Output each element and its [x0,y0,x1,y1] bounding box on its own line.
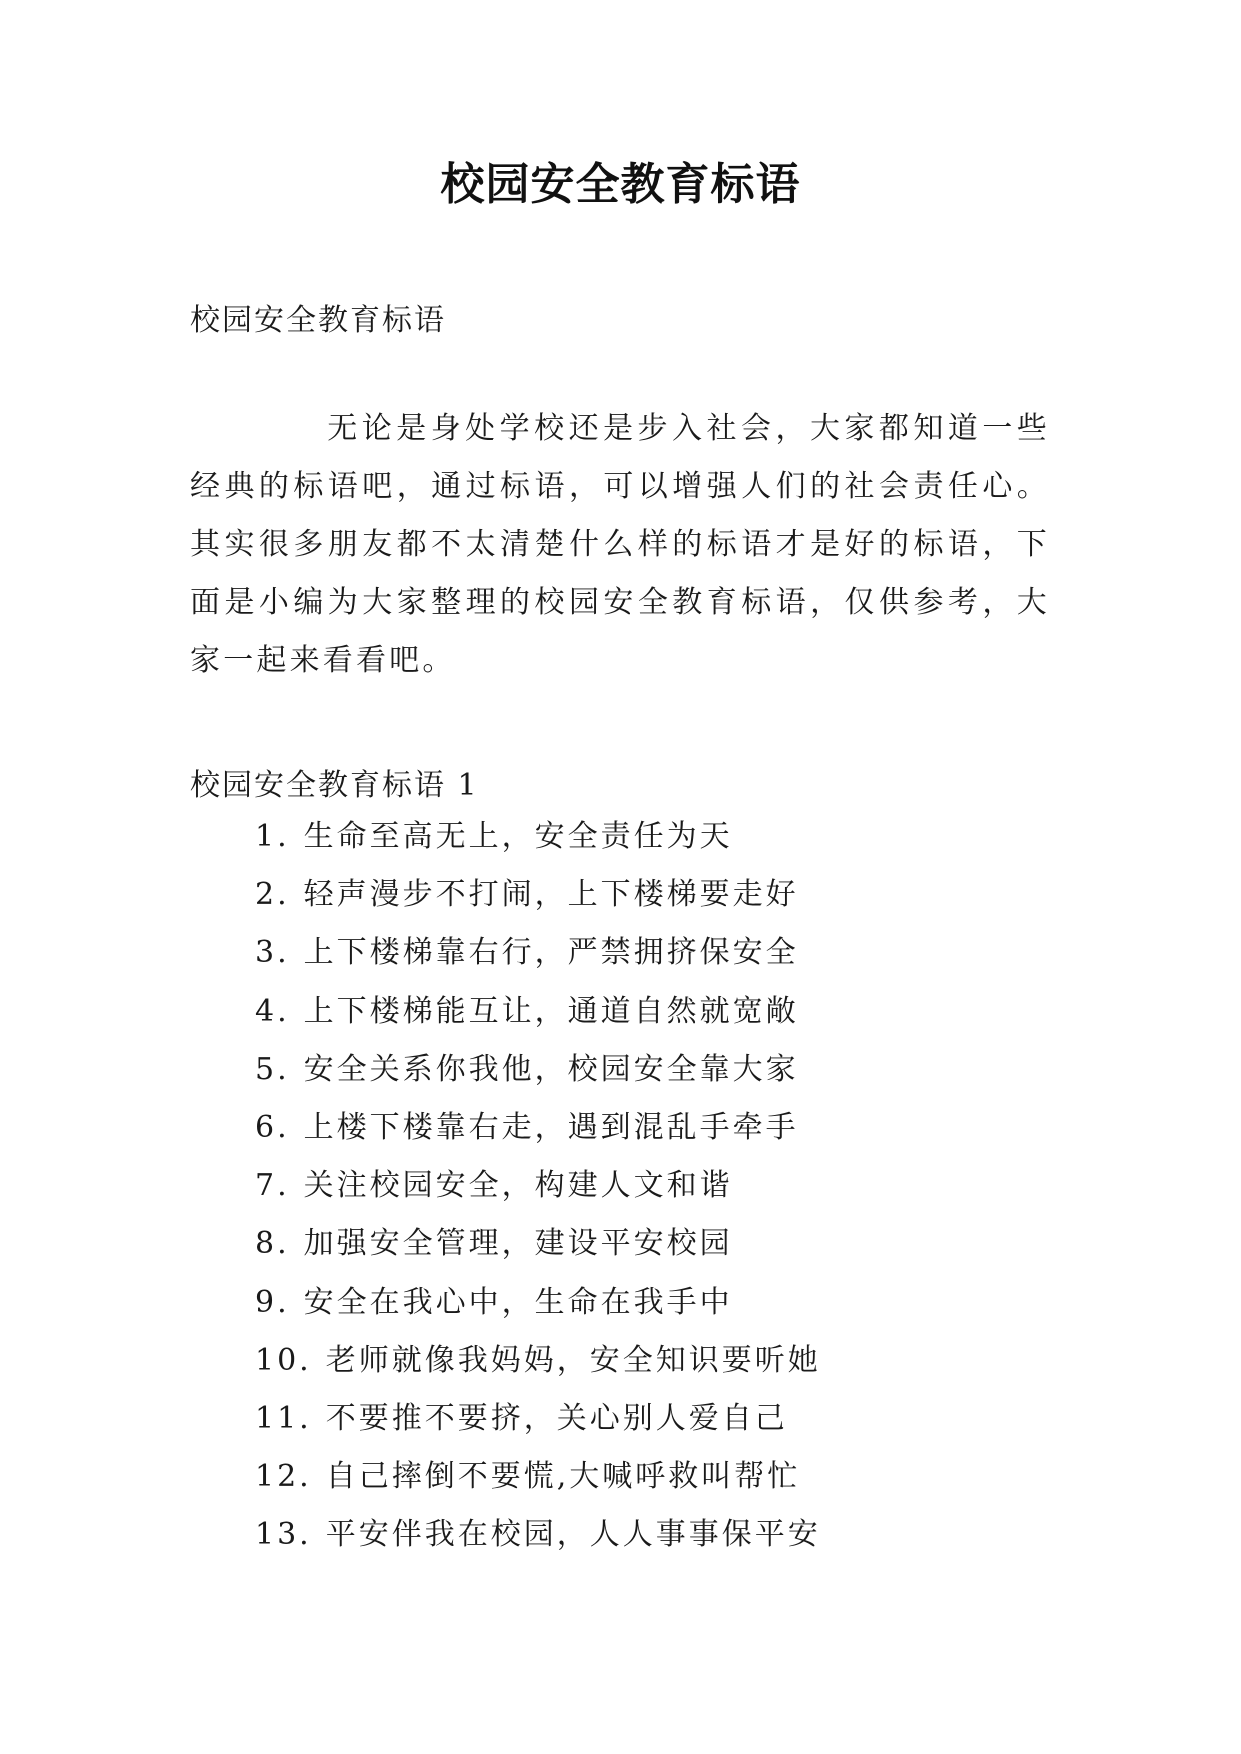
list-item-number: 13. [255,1517,312,1553]
list-item [255,1332,821,1390]
list-item [255,808,821,866]
list-item-number: 5. [255,1051,290,1087]
list-item [255,1448,821,1506]
intro-text: 无论是身处学校还是步入社会，大家都知道一些经典的标语吧，通过标语，可以增强人们的社会责任心。其实很多朋友都不太清楚什么样的标语才是好的标语，下面是小编为大家整理的校园安全教育标语，仅供参考，大家一起来看看吧。 [190,411,1050,678]
list-item [255,1390,821,1448]
slogan-list [255,808,821,1564]
list-item-number: 8. [255,1226,290,1262]
list-item-number: 4. [255,993,290,1029]
list-item-text: 上下楼梯靠右行，严禁拥挤保安全 [303,935,799,971]
list-item-text: 不要推不要挤，关心别人爱自己 [325,1400,788,1436]
list-item-text: 轻声漫步不打闹，上下楼梯要走好 [303,877,799,913]
list-item-text: 平安伴我在校园，人人事事保平安 [325,1517,821,1553]
list-item [255,1157,821,1215]
list-item-number: 10. [255,1342,312,1378]
list-item-text: 自己摔倒不要慌,大喊呼救叫帮忙 [325,1459,801,1495]
list-item-number: 3. [255,935,290,971]
list-item [255,1041,821,1099]
list-item [255,866,821,924]
intro-paragraph [190,400,1050,690]
list-item-text: 上下楼梯能互让，通道自然就宽敞 [303,993,799,1029]
list-item-text: 关注校园安全，构建人文和谐 [303,1168,733,1204]
list-item-text: 生命至高无上，安全责任为天 [303,819,733,854]
list-item [255,983,821,1041]
list-item-number: 9. [255,1284,290,1320]
list-item-text: 上楼下楼靠右走，遇到混乱手牵手 [303,1109,799,1145]
section-heading: 校园安全教育标语 1 [190,768,479,803]
list-item-text: 老师就像我妈妈，安全知识要听她 [325,1342,821,1378]
list-item [255,924,821,982]
list-item [255,1099,821,1157]
list-item-number: 6. [255,1109,290,1145]
list-item [255,1506,821,1564]
document-subtitle: 校园安全教育标语 [190,303,446,338]
page-title: 校园安全教育标语 [440,159,801,210]
list-item-text: 安全在我心中，生命在我手中 [303,1284,733,1320]
list-item-number: 11. [255,1400,312,1436]
list-item [255,1215,821,1273]
list-item-text: 安全关系你我他，校园安全靠大家 [303,1051,799,1087]
list-item-text: 加强安全管理，建设平安校园 [303,1226,733,1262]
list-item-number: 12. [255,1459,312,1495]
list-item [255,1274,821,1332]
list-item-number: 1. [255,819,290,854]
list-item-number: 2. [255,877,290,913]
list-item-number: 7. [255,1168,290,1204]
